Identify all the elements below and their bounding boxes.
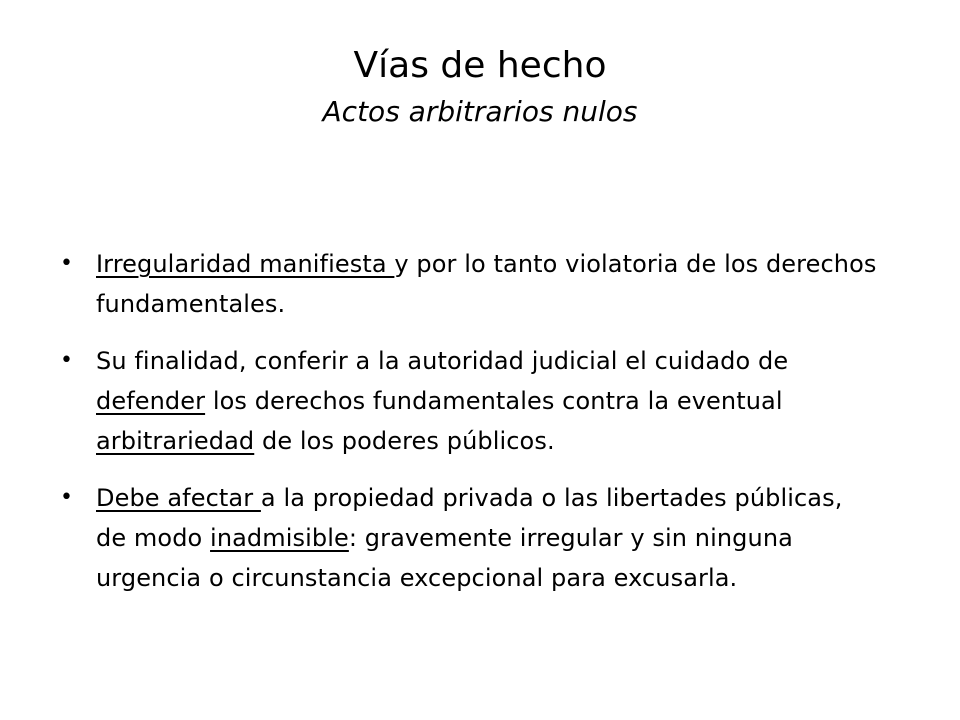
bullet-text-segment: defender xyxy=(96,387,206,415)
bullet-text-segment: inadmisible xyxy=(210,524,349,552)
title-block xyxy=(60,40,900,132)
bullet-text-segment: Debe afectar xyxy=(96,484,261,512)
slide-title: Vías de hecho xyxy=(353,45,607,86)
bullet-dot-icon: • xyxy=(60,251,74,276)
bullet-dot-icon: • xyxy=(60,348,74,373)
bullet-item xyxy=(60,478,880,598)
bullet-item xyxy=(60,341,880,461)
bullet-text-segment: Su finalidad, conferir a la autoridad judicial el cuidado de xyxy=(96,347,789,375)
bullet-text-segment: de los poderes públicos. xyxy=(254,427,555,455)
bullet-dot-icon: • xyxy=(60,485,74,510)
bullet-text-segment: arbitrariedad xyxy=(96,427,255,455)
slide-subtitle: Actos arbitrarios nulos xyxy=(322,95,638,128)
bullet-text-segment: a la propiedad privada o las libertades públicas, de modo xyxy=(96,484,843,552)
bullet-text-segment: : gravemente irregular y sin ninguna urgencia o circunstancia excepcional para excusarla. xyxy=(96,524,793,592)
bullet-list xyxy=(60,244,880,615)
bullet-text-segment: y por lo tanto violatoria de los derechos fundamentales. xyxy=(96,250,877,318)
bullet-text-segment: los derechos fundamentales contra la eventual xyxy=(205,387,783,415)
bullet-text-segment: Irregularidad manifiesta xyxy=(96,250,395,278)
bullet-item xyxy=(60,244,880,324)
